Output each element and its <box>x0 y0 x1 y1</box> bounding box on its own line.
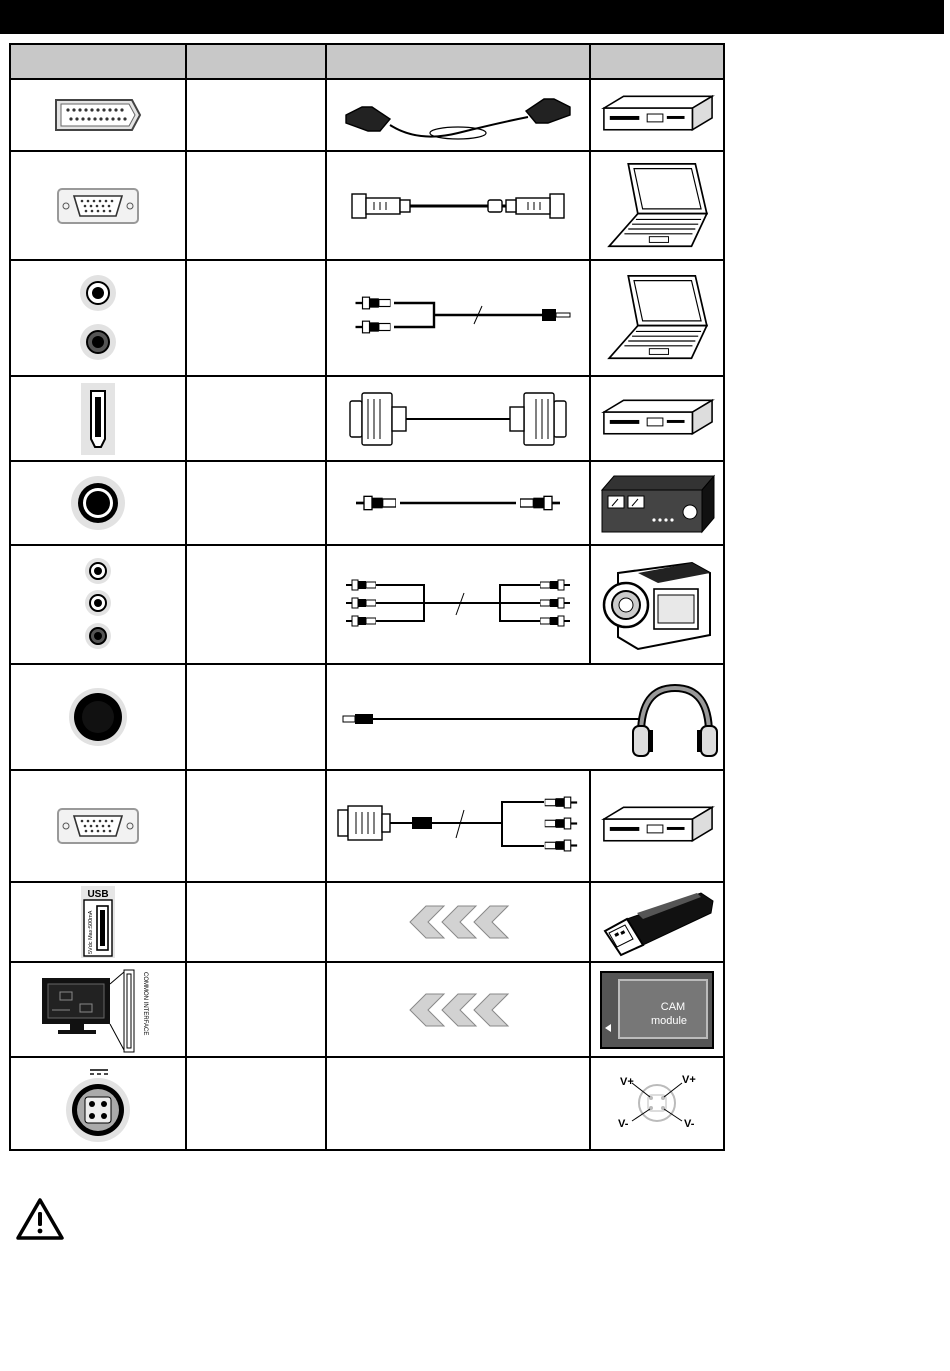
type-cell <box>186 461 326 545</box>
table-row <box>10 664 724 770</box>
pc-audio-jacks-icon <box>73 268 123 368</box>
dvd-player-icon <box>598 396 716 442</box>
type-cell <box>186 1057 326 1150</box>
header-cell-type <box>186 44 326 79</box>
port-cell <box>10 260 186 376</box>
cam-label-2: module <box>650 1014 688 1027</box>
port-cell <box>10 1057 186 1150</box>
ci-slot-icon <box>40 966 156 1054</box>
port-cell <box>10 962 186 1057</box>
device-cell <box>590 79 724 151</box>
header-cell-cables <box>326 44 590 79</box>
laptop-icon <box>599 160 715 252</box>
top-header-bar <box>0 0 944 34</box>
cable-cell <box>326 260 590 376</box>
power-pinout-icon <box>602 1069 712 1139</box>
table-header-row <box>10 44 724 79</box>
coaxial-cable-icon <box>338 488 578 518</box>
usb-rating: 5Vdc Max:500mA <box>88 910 94 954</box>
table-row <box>10 260 724 376</box>
type-cell <box>186 151 326 260</box>
header-cell-connector <box>10 44 186 79</box>
device-cell <box>590 461 724 545</box>
table-row <box>10 79 724 151</box>
device-cell <box>590 962 724 1057</box>
cable-cell <box>326 151 590 260</box>
table-row <box>10 151 724 260</box>
table-row <box>10 770 724 882</box>
port-cell <box>10 461 186 545</box>
cam-module-icon <box>599 970 715 1050</box>
connections-table <box>9 43 725 1151</box>
type-cell <box>186 260 326 376</box>
port-cell <box>10 770 186 882</box>
cam-label-1: CAM <box>660 1000 686 1013</box>
port-cell <box>10 79 186 151</box>
device-cell <box>590 770 724 882</box>
ypbpr-vga-port-icon <box>56 807 140 845</box>
amplifier-icon <box>598 472 716 534</box>
cable-cell <box>326 79 590 151</box>
hdmi-port-icon <box>81 383 115 455</box>
header-cell-device <box>590 44 724 79</box>
port-cell <box>10 882 186 962</box>
cable-cell <box>326 545 590 664</box>
ypbpr-cable-icon <box>334 794 582 858</box>
av-rca-jacks-icon <box>78 551 118 659</box>
vga-port-icon <box>56 187 140 225</box>
camcorder-icon <box>598 553 716 657</box>
dc-power-port-icon <box>63 1064 133 1144</box>
pin-label-top-right: V+ <box>682 1073 696 1086</box>
table-row <box>10 376 724 461</box>
cable-cell <box>326 376 590 461</box>
type-cell <box>186 79 326 151</box>
cable-cell <box>326 461 590 545</box>
cable-cell <box>326 882 590 962</box>
type-cell <box>186 545 326 664</box>
scart-port-icon <box>52 97 144 133</box>
dvd-player-icon <box>598 803 716 849</box>
usb-port-icon <box>81 886 115 958</box>
type-cell <box>186 770 326 882</box>
port-cell <box>10 545 186 664</box>
device-cell <box>590 376 724 461</box>
type-cell <box>186 376 326 461</box>
table-row <box>10 882 724 962</box>
device-cell <box>590 545 724 664</box>
type-cell <box>186 962 326 1057</box>
port-cell <box>10 664 186 770</box>
table-row <box>10 545 724 664</box>
scart-cable-icon <box>338 85 578 145</box>
spdif-coax-port-icon <box>69 474 127 532</box>
usb-label: USB <box>87 889 109 900</box>
table-row <box>10 1057 724 1150</box>
insert-arrows-icon <box>406 992 510 1028</box>
port-cell <box>10 376 186 461</box>
headphone-jack-icon <box>67 686 129 748</box>
cable-cell <box>326 1057 590 1150</box>
port-cell <box>10 151 186 260</box>
type-cell <box>186 882 326 962</box>
headphone-cable-icon <box>329 672 721 762</box>
type-cell <box>186 664 326 770</box>
audio-rca-to-minijack-cable-icon <box>338 288 578 348</box>
ci-slot-label: COMMON INTERFACE <box>142 971 148 1035</box>
dvd-player-icon <box>598 92 716 138</box>
table-row <box>10 962 724 1057</box>
device-cell <box>590 882 724 962</box>
insert-arrows-icon <box>406 904 510 940</box>
cable-cell <box>326 962 590 1057</box>
av-rca-cable-icon <box>338 575 578 635</box>
pin-label-bottom-right: V- <box>684 1117 695 1130</box>
pin-label-bottom-left: V- <box>618 1117 629 1130</box>
table-row <box>10 461 724 545</box>
warning-triangle-icon <box>14 1196 66 1242</box>
device-cell <box>590 260 724 376</box>
headphones-icon <box>633 688 717 756</box>
cable-cell <box>326 664 724 770</box>
device-cell <box>590 1057 724 1150</box>
vga-cable-icon <box>338 186 578 226</box>
hdmi-cable-icon <box>338 387 578 451</box>
cable-cell <box>326 770 590 882</box>
laptop-icon <box>599 272 715 364</box>
usb-stick-icon <box>597 887 717 957</box>
pin-label-top-left: V+ <box>620 1075 634 1088</box>
device-cell <box>590 151 724 260</box>
